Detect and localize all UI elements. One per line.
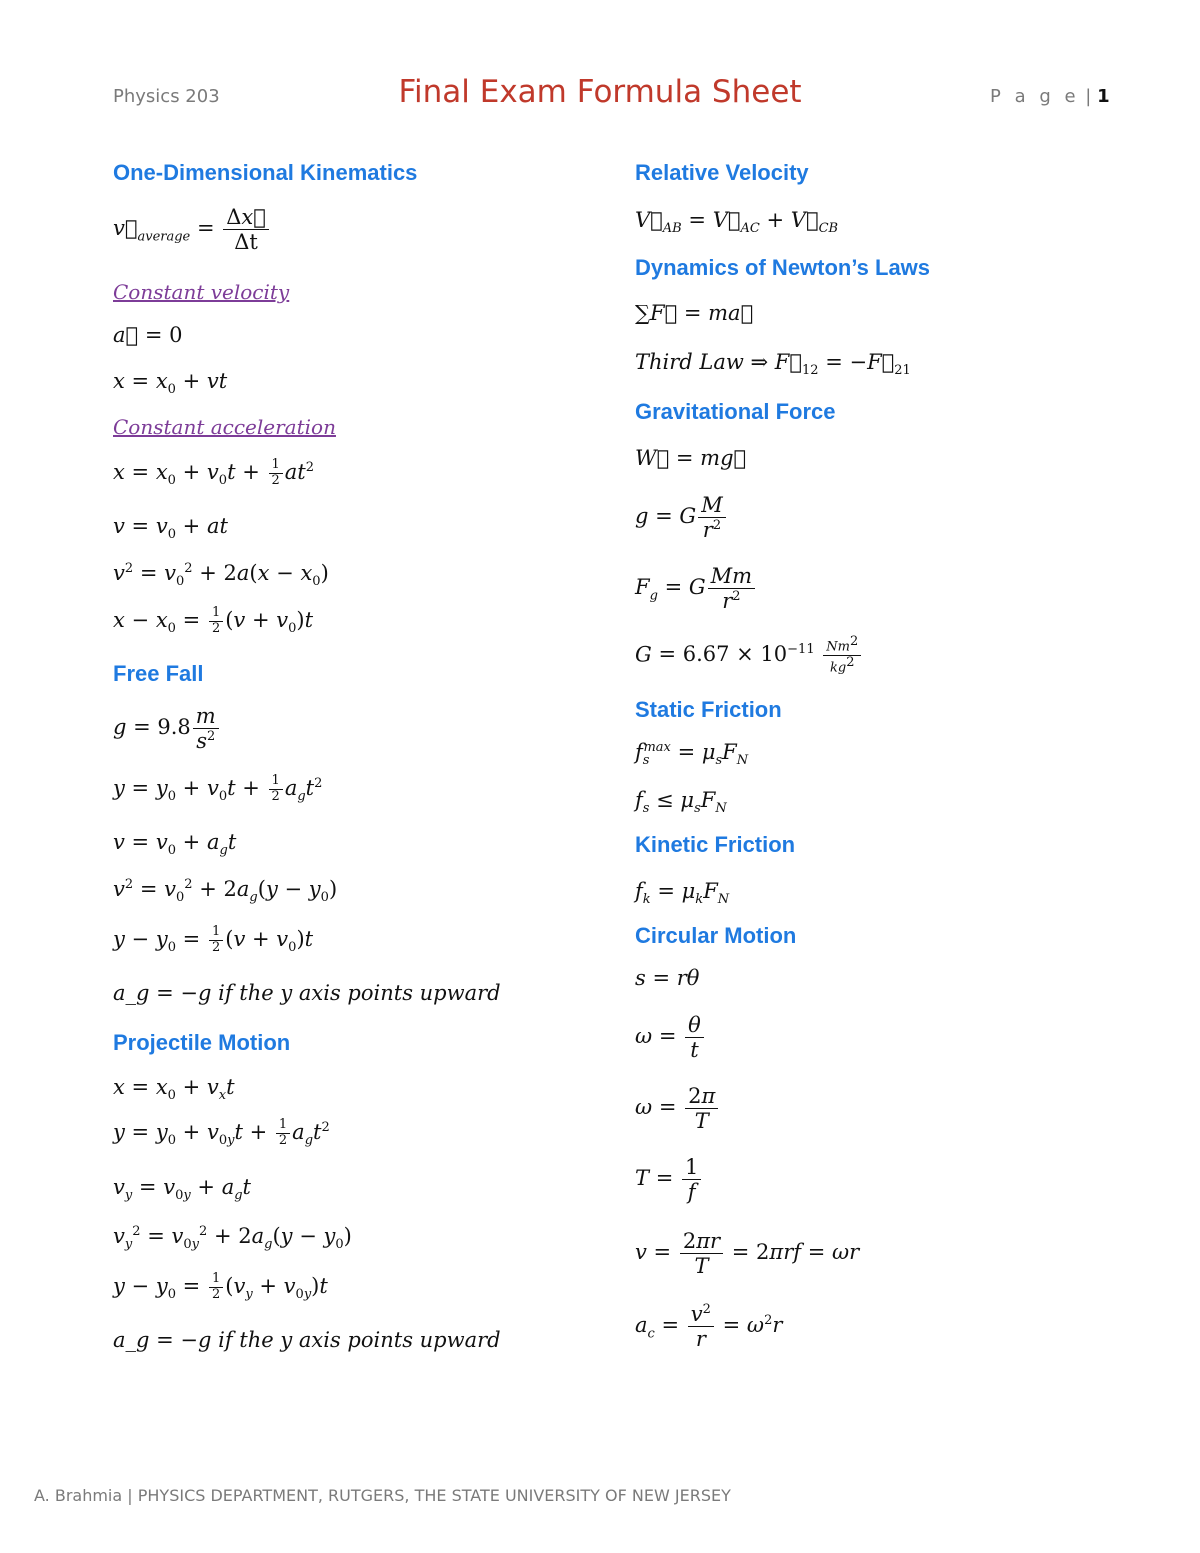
eq-newton-second-law: ∑F⃗ = ma⃗ — [635, 301, 754, 325]
section-free-fall: Free Fall — [113, 661, 204, 686]
page-separator: | — [1085, 86, 1092, 107]
page-title: Final Exam Formula Sheet — [398, 74, 802, 110]
subsection-constant-velocity: Constant velocity — [113, 280, 290, 304]
eq-projectile-displacement: $y - y_0$ = $\frac{1}{2}$ $(v_y + v_{0y})t$ — [113, 1271, 328, 1303]
page-footer: A. Brahmia | PHYSICS DEPARTMENT, RUTGERS, THE STATE UNIVERSITY OF NEW JERSEY — [34, 1486, 731, 1505]
eq-angular-velocity: ω = $\frac{\theta}{t}$ — [635, 1013, 706, 1062]
section-projectile-motion: Projectile Motion — [113, 1030, 291, 1055]
eq-angular-velocity-period: ω = $\frac{2\pi}{T}$ — [635, 1084, 720, 1133]
page-label: P a g e — [990, 86, 1080, 107]
eq-centripetal-acceleration: $a_c$ = $\frac{v^2}{r}$ = $\omega^2r$ — [635, 1302, 783, 1352]
eq-free-fall-displacement: $y - y_0$ = $\frac{1}{2}$ $(v + v_0)t$ — [113, 924, 314, 956]
eq-free-fall-position: $y = y_0 + v_0t$ + $\frac{1}{2}$ $a_gt^2$ — [113, 773, 323, 805]
eq-weight: W⃗ = mg⃗ — [635, 446, 747, 470]
eq-projectile-y: $y = y_0 + v_{0y}t$ + $\frac{1}{2}$ $a_gt^2$ — [113, 1117, 330, 1149]
eq-static-friction-max: $f_s^{max} = \mu_sF_N$ — [635, 740, 749, 769]
eq-projectile-vy: $v_y = v_{0y} + a_gt$ — [113, 1175, 251, 1204]
eq-gravity-acceleration: g = G $\frac{M}{r^2}$ — [635, 493, 728, 542]
section-gravitational-force: Gravitational Force — [635, 399, 836, 424]
eq-velocity-constant-accel: $v = v_0$ + at — [113, 514, 228, 543]
course-name: Physics 203 — [113, 86, 220, 107]
eq-position-constant-velocity: $x = x_0$ + vt — [113, 369, 228, 398]
eq-displacement-average: $x - x_0$ = $\frac{1}{2}$ $(v + v_0)t$ — [113, 605, 314, 637]
eq-zero-acceleration: a⃗ = 0 — [113, 323, 183, 347]
eq-arc-length: s = rθ — [635, 966, 700, 990]
eq-free-fall-velocity: $v = v_0 + a_gt$ — [113, 830, 237, 859]
section-relative-velocity: Relative Velocity — [635, 160, 809, 185]
eq-velocity-squared: $v^2 = v_0^2 + 2a(x - x_0)$ — [113, 561, 329, 590]
eq-period: T = $\frac{1}{f}$ — [635, 1155, 703, 1204]
section-static-friction: Static Friction — [635, 697, 782, 722]
eq-position-constant-accel: $x = x_0 + v_0t$ + $\frac{1}{2}$ $at^2$ — [113, 457, 315, 489]
eq-projectile-x: $x = x_0 + v_xt$ — [113, 1075, 235, 1104]
section-kinematics: One-Dimensional Kinematics — [113, 160, 418, 185]
eq-gravity-value: g = 9.8 $\frac{m}{s^2}$ — [113, 704, 221, 753]
eq-average-velocity: $v⃗_{average}$ = $\frac{\Delta x⃗}{\Delta t}$ — [113, 205, 271, 254]
section-kinetic-friction: Kinetic Friction — [635, 832, 796, 857]
eq-tangential-velocity: v = $\frac{2\pi r}{T}$ = 2πrf = ωr — [635, 1229, 860, 1279]
section-circular-motion: Circular Motion — [635, 923, 797, 948]
page-number: 1 — [1097, 86, 1110, 107]
subsection-constant-acceleration: Constant acceleration — [113, 415, 336, 439]
eq-projectile-note: a_g = −g if the y axis points upward — [113, 1328, 501, 1352]
third-law-label: Third Law ⇒ — [635, 350, 769, 374]
eq-newton-third-law: Third Law ⇒ $F⃗_{12}$ = $-F⃗_{21}$ — [635, 350, 911, 379]
section-newtons-laws: Dynamics of Newton’s Laws — [635, 255, 931, 280]
eq-free-fall-velocity-squared: $v^2 = v_0^2 + 2a_g(y - y_0)$ — [113, 877, 338, 906]
eq-gravitational-constant: $G = 6.67 \times 10^{-11}$ $\frac{Nm^2}{kg^2}$ — [635, 635, 863, 677]
eq-static-friction-inequality: $f_s \le \mu_sF_N$ — [635, 788, 727, 817]
eq-projectile-vy-squared: $v_y^2 = v_{0y}^2 + 2a_g(y - y_0)$ — [113, 1224, 352, 1253]
eq-gravitational-force: $F_g = G$ $\frac{Mm}{r^2}$ — [635, 564, 757, 613]
page-indicator — [990, 86, 1110, 107]
eq-relative-velocity: $V⃗_{AB}$ = $V⃗_{AC}$ + $V⃗_{CB}$ — [635, 208, 839, 237]
eq-kinetic-friction: $f_k = \mu_kF_N$ — [635, 879, 730, 908]
eq-free-fall-note: a_g = −g if the y axis points upward — [113, 981, 501, 1005]
